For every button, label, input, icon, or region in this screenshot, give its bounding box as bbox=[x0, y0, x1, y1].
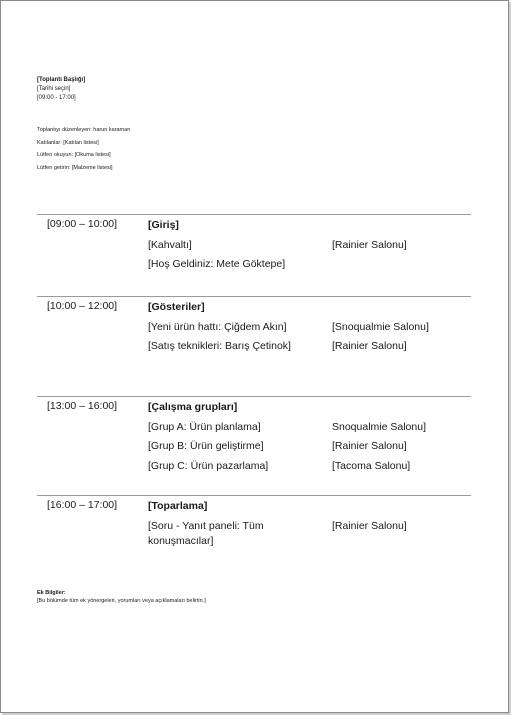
item-room[interactable]: [Tacoma Salonu] bbox=[332, 459, 411, 472]
meeting-title[interactable]: [Toplantı Başlığı] bbox=[37, 77, 86, 83]
meeting-date[interactable]: [Tarihi seçin] bbox=[37, 86, 71, 92]
agenda-item bbox=[148, 337, 471, 357]
session-title[interactable]: [Giriş] bbox=[148, 219, 179, 231]
item-room[interactable] bbox=[285, 255, 471, 275]
agenda-session bbox=[37, 214, 471, 296]
item-description[interactable]: [Hoş Geldiniz: Mete Göktepe] bbox=[148, 258, 286, 270]
item-description[interactable]: [Grup A: Ürün planlama] bbox=[148, 420, 261, 433]
session-time[interactable]: [10:00 – 12:00] bbox=[47, 300, 118, 312]
agenda-item bbox=[148, 457, 471, 477]
item-description[interactable]: [Satış teknikleri: Barış Çetinok] bbox=[148, 340, 291, 352]
agenda-item bbox=[148, 418, 471, 438]
meeting-meta bbox=[37, 124, 130, 174]
item-description[interactable]: [Grup B: Ürün geliştirme] bbox=[148, 440, 264, 452]
agenda-session bbox=[37, 495, 471, 557]
item-room[interactable]: Snoqualmie Salonu] bbox=[332, 420, 426, 433]
item-description[interactable]: [Grup C: Ürün pazarlama] bbox=[148, 459, 269, 472]
session-time[interactable]: [16:00 – 17:00] bbox=[47, 499, 118, 511]
session-title[interactable]: [Toparlama] bbox=[148, 500, 208, 512]
item-room[interactable]: [Rainier Salonu] bbox=[332, 340, 407, 352]
bring-line[interactable]: Lütfen getirin: [Malzeme listesi] bbox=[37, 164, 113, 171]
item-description[interactable]: [Yeni ürün hattı: Çiğdem Akın] bbox=[148, 320, 287, 333]
agenda-item bbox=[148, 236, 471, 256]
attendees-line[interactable]: Katılanlar: [Katılan listesi] bbox=[37, 139, 99, 146]
agenda-table bbox=[37, 214, 471, 557]
meeting-header bbox=[37, 76, 85, 103]
additional-info bbox=[37, 589, 206, 605]
agenda-session bbox=[37, 396, 471, 495]
organizer-line[interactable]: Toplantıyı düzenleyen: harun karaman bbox=[37, 127, 131, 133]
additional-info-label: Ek Bilgiler: bbox=[37, 590, 66, 596]
item-room[interactable]: [Rainier Salonu] bbox=[332, 238, 407, 251]
agenda-item bbox=[148, 255, 471, 275]
item-room[interactable]: [Snoqualmie Salonu] bbox=[332, 320, 429, 333]
reading-line[interactable]: Lütfen okuyun: [Okuma listesi] bbox=[37, 152, 111, 158]
agenda-item bbox=[148, 318, 471, 338]
agenda-item bbox=[148, 517, 471, 549]
item-room[interactable]: [Rainier Salonu] bbox=[332, 440, 407, 452]
meeting-time-range[interactable]: [09:00 - 17:00] bbox=[37, 95, 76, 101]
item-description[interactable]: [Kahvaltı] bbox=[148, 238, 192, 251]
session-title[interactable]: [Çalışma grupları] bbox=[148, 401, 238, 413]
session-title[interactable]: [Gösteriler] bbox=[148, 301, 205, 313]
item-room[interactable]: [Rainier Salonu] bbox=[332, 519, 407, 532]
session-time[interactable]: [09:00 – 10:00] bbox=[47, 218, 118, 230]
item-description[interactable]: [Soru - Yanıt paneli: Tüm konuşmacılar] bbox=[148, 519, 264, 547]
session-time[interactable]: [13:00 – 16:00] bbox=[47, 400, 118, 412]
additional-info-text[interactable]: [Bu bölümde tüm ek yönergeleri, yorumları veya açıklamaları belirtin.] bbox=[37, 598, 206, 604]
agenda-item bbox=[148, 437, 471, 457]
agenda-session bbox=[37, 296, 471, 396]
